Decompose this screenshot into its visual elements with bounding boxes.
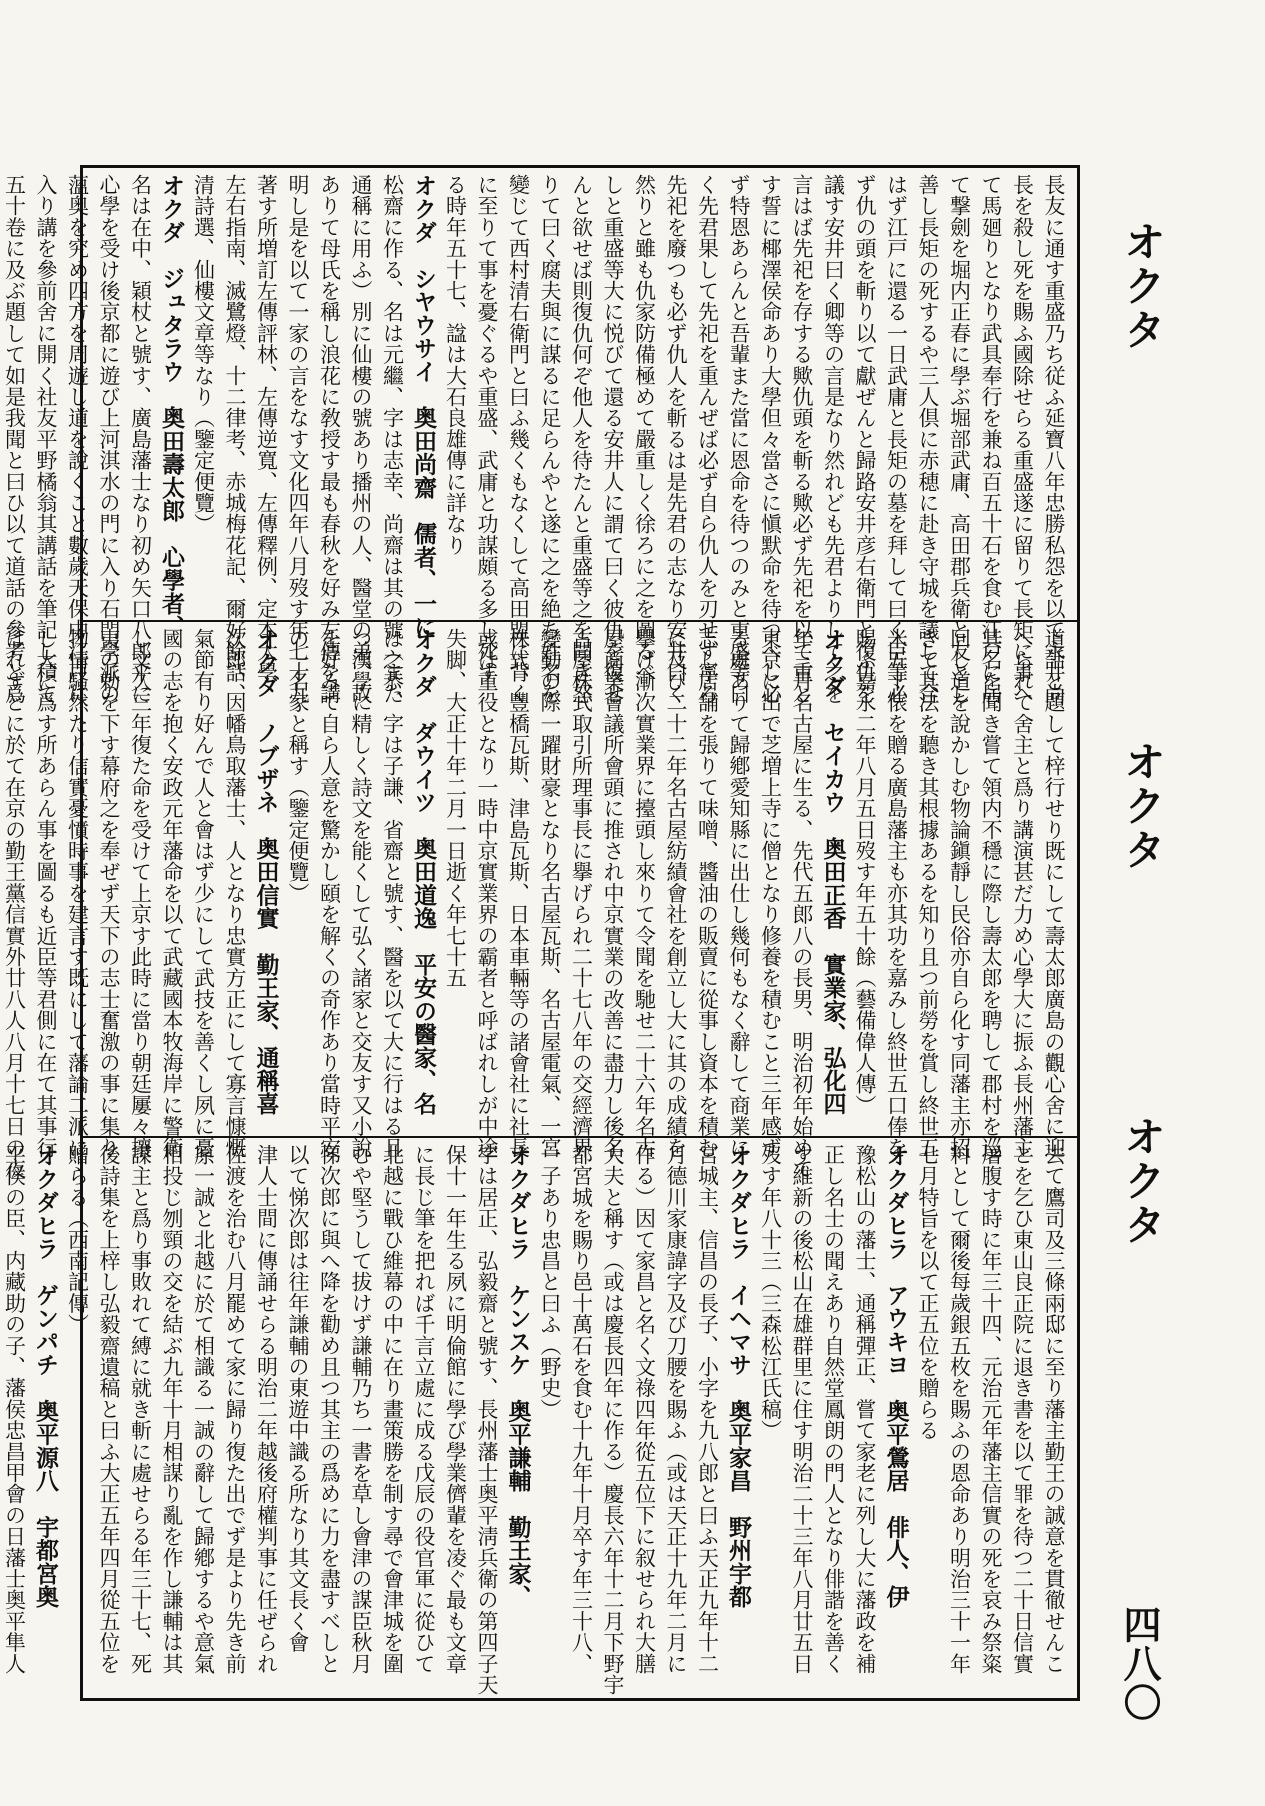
text-column: 以て悌次郎は往年謙輔の東遊中識る所なり其文長く會 [286, 1144, 310, 1653]
text-column: の一名家と稱す（鑒定便覽） [286, 628, 310, 904]
text-column: むや堅うして拔けず謙輔乃ち一書を草し會津の謀臣秋月 [349, 1144, 373, 1674]
text-column: 字は居正、弘毅齋と號す、長州藩士奥平淸兵衛の第四子天 [475, 1144, 499, 1696]
text-column: 年三月名古屋に生る、先代五郎八の長男、明治初年始めて [790, 628, 814, 1180]
entry-heading: オクダ ジュタラウ 奥田壽太郎 心學者、 [158, 174, 185, 638]
section-middle [2, 622, 1077, 1180]
text-column: 然りと雖も仇家防備極めて嚴重しく徐ろに之を圖るべ [632, 174, 657, 683]
text-column: 或は重役となり一時中京實業界の霸者と呼ばれしが中途 [475, 628, 499, 1158]
page-frame [2, 165, 1080, 1701]
text-column: 株式、豐橋瓦斯、津島瓦斯、日本車輛等の諸會社に社長 [506, 628, 531, 1158]
text-column: 米五十俵を贈る廣島藩主も亦其功を嘉みし終世五口俸を [884, 628, 909, 1158]
entry-heading: オクダヒラ ゲンパチ 奥平源八 宇都宮奥 [32, 1144, 59, 1608]
text-column: きて其法を聽き其根據あるを知り且つ前勞を賞し終世五 [916, 628, 940, 1158]
text-column: 次郎、因幡鳥取藩士、人となり忠實方正にして寡言慷慨 [223, 628, 247, 1158]
text-column: 國の志を抱く安政元年藩命を以て武藏國本牧海岸に警衛 [160, 628, 184, 1158]
running-header-bottom: オクタ [1118, 1115, 1167, 1247]
text-column: 相投じ刎頸の交を結ぶ九年十月相謀り亂を作し謙輔は其 [160, 1144, 184, 1674]
text-column: 去て鷹司及三條兩邸に至り藩主勤王の誠意を貫徹せんこ [1042, 1144, 1066, 1674]
text-column: 入り講を參前舍に開く社友平野橘翁其講話を筆記し積て [34, 174, 58, 704]
entry-heading: オクダヒラ ケンスケ 奥平謙輔 勤王家、 [504, 1144, 532, 1608]
text-column: はれずとに於て在京の勤王黨信實外廿八人八月十七日の夜 [2, 628, 27, 1180]
text-column: に及び二十二年名古屋紡績會社を創立し大に其の成績を [664, 628, 688, 1158]
text-column: し大に爲す所あらん事を圖るも近臣等君側に在て其事行 [34, 628, 58, 1158]
text-column: 北越に戰ひ維幕の中に在り畫策勝を制す尋で會津城を圍 [380, 1144, 405, 1674]
text-column: 通稱に用ふ）別に仙樓の號あり播州の人、醫堂の弟、故 [349, 174, 373, 704]
text-column: つ漢學に精しく詩文を能くして弘く諸家と交友す又小說 [349, 628, 373, 1158]
running-header-top: オクタ [1118, 220, 1167, 352]
section-top [2, 168, 1077, 704]
text-column: 正し名士の聞えあり自然堂鳳朗の門人となり俳諧を善く [821, 1144, 846, 1674]
text-column: 謀主と爲り事敗れて縛に就き斬に處せらる年三十七、死 [128, 1144, 153, 1674]
text-column: 回し道を說かしむ物論鎭靜し民俗亦自ら化す同藩主亦招 [947, 628, 972, 1158]
text-column: し文久三年復た命を受けて上京す此時に當り朝廷屢々攘 [128, 628, 153, 1158]
text-column: 物情騷然たり信實憂憤時事を建言す既にして藩論二派に [65, 628, 90, 1158]
text-column: 豫松山の藩士、通稱彈正、嘗て家老に列し大に藩政を補 [853, 1144, 877, 1674]
text-column: 松齋に作る、名は元繼、字は志幸、尚齋は其の號（また [380, 174, 405, 704]
text-column: る時年五十七、諡は大石良雄傳に詳なり [443, 174, 468, 556]
text-column: ありて母氏を稱し浪花に敎授す最も春秋を好み左傳を講 [317, 174, 342, 704]
text-column: 五十卷に及ぶ題して如是我聞と曰ひ以て道話の參考と爲 [2, 174, 27, 704]
text-column: て撃劍を堀内正春に學ぶ堀部武庸、高田郡兵衛と友とし [947, 174, 972, 704]
text-column: んと欲せば則復仇何ぞ他人を待たんと重盛等之を聞き怒 [569, 174, 594, 704]
text-column: 一子あり忠昌と曰ふ（野史） [538, 1144, 562, 1420]
text-column: 變じて西村清右衛門と曰ふ幾くもなくして高田盟に背く [506, 174, 531, 704]
text-column: 東京に出で芝増上寺に僧となり修養を積むこと三年感ず [758, 628, 783, 1158]
text-column: 歿す年八十三（三森松江氏稿） [758, 1144, 783, 1441]
text-column: 著す所増訂左傳評林、左傳逆寬、左傳釋例、定本大學 [254, 174, 279, 683]
text-column: 左右指南、滅鷺燈、十二律考、赤城梅花記、爾好餘話、 [223, 174, 247, 704]
text-column: しと重盛等大に悦びて還る安井人に謂て曰く彼仇を復せ [601, 174, 625, 704]
text-column: 志し店舗を張りて味噌、醬油の販賣に從事し資本を積む [695, 628, 720, 1158]
text-column: 擧げ漸次實業界に擡頭し來りて令聞を馳せ二十六年名古 [632, 628, 657, 1158]
text-column: に至りて事を憂ぐるや重盛、武庸と功謀頗る多し死す [475, 174, 499, 683]
running-header-middle: オクタ [1118, 740, 1167, 872]
text-column: を好みて自ら人意を驚かし頤を解くの奇作あり當時平安 [317, 628, 342, 1158]
text-column: りて曰く腐夫與に謀るに足らんやと遂に之を絶ち姓名を [538, 174, 562, 704]
text-column: 其名を聞き嘗て領内不穩に際し壽太郎を聘して郡村を巡 [979, 628, 1003, 1158]
entry-heading: オクダ ノブザネ 奥田信實 勤王家、通稱喜 [252, 628, 280, 1116]
text-column: 善し長矩の死するや三人倶に赤穂に赴き守城を議して合 [916, 174, 940, 704]
text-column: ず特恩あらんと吾輩また當に恩命を待つのみと重盛等曰 [727, 174, 751, 704]
text-column: 津人士間に傳誦せらる明治二年越後府權判事に任ぜられ [254, 1144, 279, 1674]
text-column: 月德川家康諱字及び刀腰を賜ふ（或は天正十九年二月に [664, 1144, 688, 1674]
text-column: 七月特旨を以て正五位を贈らる [916, 1144, 940, 1441]
text-column: く先君果して先祀を重んぜば必ず自ら仇人を刃せず寧ろ [695, 174, 720, 704]
text-column: 屋商業會議所會頭に推され中京實業の改善に盡力し後名 [601, 628, 625, 1158]
text-column: 大夫と稱す（或は慶長四年に作る）慶長六年十二月下野宇 [601, 1144, 625, 1696]
text-column: へられて舍主と爲り講演甚だ力め心學大に振ふ長州藩主 [1010, 628, 1035, 1158]
page-number: 四八〇 [1117, 1605, 1162, 1722]
entry-heading: オクダヒラ アウキヨ 奥平鶯居 俳人、伊 [882, 1144, 910, 1608]
text-column: 料として爾後每歲銀五枚を賜ふの恩命あり明治三十一年 [947, 1144, 972, 1674]
text-column: 議す安井曰く卿等の言是なり然れども先君よりして之を [821, 174, 846, 704]
text-column: は之恭、字は子謙、省齋と號す、醫を以て大に行はる且 [380, 628, 405, 1158]
text-column: 長友に通す重盛乃ち従ふ延寶八年忠勝私怨を以て永井尚 [1042, 174, 1066, 704]
text-column: 賜ふ嘉永二年八月五日歿す年五十餘（藝備偉人傳） [853, 628, 877, 1116]
text-column: 夷の勅を下す幕府之を奉ぜず天下の志士奮激の事に集り [97, 628, 121, 1158]
text-column: ず仇の頭を斬り以て獻ぜんと歸路安井彦右衛門と復仇を [853, 174, 877, 704]
entry-heading: オクダ セイカウ 奥田正香 實業家、弘化四 [819, 628, 847, 1116]
text-column: 心學を受け後京都に遊び上河淇水の門に入り石門學派の [97, 174, 121, 704]
text-column: 保十一年生る夙に明倫館に學び學業儕輩を凌ぐ最も文章 [443, 1144, 468, 1674]
text-column: 古屋株式取引所理事長に擧げられ二十七八年の交經濟界 [569, 628, 594, 1158]
text-column: 作る）因て家昌と名く文祿四年從五位下に叙せられ大膳 [632, 1144, 657, 1674]
text-column: 薀奥を究め四方を周遊し道を說くこと數歲天保中江戸に [65, 174, 90, 704]
text-column: 清詩選、仙樓文章等なり（鑒定便覽） [191, 174, 216, 535]
text-column: 宮城主、信昌の長子、小字を九八郎と曰ふ天正九年十二 [695, 1144, 720, 1674]
text-column: 失脚、大正十年二月一日逝く年七十五 [443, 628, 468, 989]
text-column: す誓に椰澤侯命あり大學但々當さに愼默命を待つべし必 [758, 174, 783, 704]
entry-heading: オクダ シヤウサイ 奥田尚齋 儒者、一に [410, 174, 437, 638]
text-column: す維新の後松山在雄群里に住す明治二十三年八月廿五日 [790, 1144, 814, 1674]
text-column: 後詩集を上梓し弘毅齋遺稿と曰ふ大正五年四月從五位を [97, 1144, 121, 1674]
text-column: 悌次郎に與へ降を勸め且つ其主の爲めに力を盡すべしと [317, 1144, 342, 1674]
text-column: 言はば先祀を存する歟仇頭を斬る歟必ず先祀を以て重と [790, 174, 814, 704]
text-column: 明し是を以て一家の言をなす文化四年八月歿す年七十九 [286, 174, 310, 704]
entry-heading: オクダ ダウイツ 奥田道逸 平安の醫家、名 [410, 628, 437, 1116]
text-column: 原一誠と北越に於て相識る一誠の辭して歸鄕するや意氣 [191, 1144, 216, 1674]
text-column: とを乞ひ東山良正院に退き書を以て罪を待つ二十日信實 [1010, 1144, 1035, 1675]
text-column: 道話と題して梓行せり既にして壽太郎廣島の觀心舍に迎 [1042, 628, 1066, 1158]
text-column: 都宮城を賜り邑十萬石を食む十九年十月卒す年三十八、 [569, 1144, 594, 1674]
text-column: 平侯の臣、内藏助の子、藩侯忠昌甲會の日藩士奥平隼人 [2, 1144, 27, 1674]
text-column: る處ありて歸鄕愛知縣に出仕し幾何もなく辭して商業に [727, 628, 751, 1158]
text-column: 名は在中、穎杖と號す、廣島藩士なり初め矢口八郎平に [128, 174, 153, 704]
text-column: 贈らる（西南記傳） [65, 1144, 90, 1335]
text-column: はず江戸に還る一日武庸と長矩の墓を拜して曰く臣等必 [884, 174, 909, 704]
entry-heading: オクダヒラ イヘマサ 奥平家昌 野州宇都 [725, 1144, 752, 1608]
text-column: 佐渡を治む八月罷めて家に歸り復た出でず是より先き前 [223, 1144, 247, 1674]
text-column: 屠腹す時に年三十四、元治元年藩主信實の死を哀み祭粢 [979, 1144, 1003, 1674]
text-column: 氣節有り好んで人と會はず少にして武技を善くし夙に憂 [191, 628, 216, 1158]
section-bottom [2, 1138, 1077, 1698]
text-column: 變動の際一躍財豪となり名古屋瓦斯、名古屋電氣、一宮 [538, 628, 562, 1158]
text-column: 長を殺し死を賜ふ國除せらる重盛遂に留りて長矩に事へ [1010, 174, 1035, 704]
text-column: て馬廻りとなり武具奉行を兼ね百五十石を食む江戸に居 [979, 174, 1003, 704]
text-column: 先祀を廢つも必ず仇人を斬るは是先君の志なり安井曰く [664, 174, 688, 704]
text-column: に長じ筆を把れば千言立處に成る戊辰の役官軍に從ひて [412, 1144, 436, 1674]
